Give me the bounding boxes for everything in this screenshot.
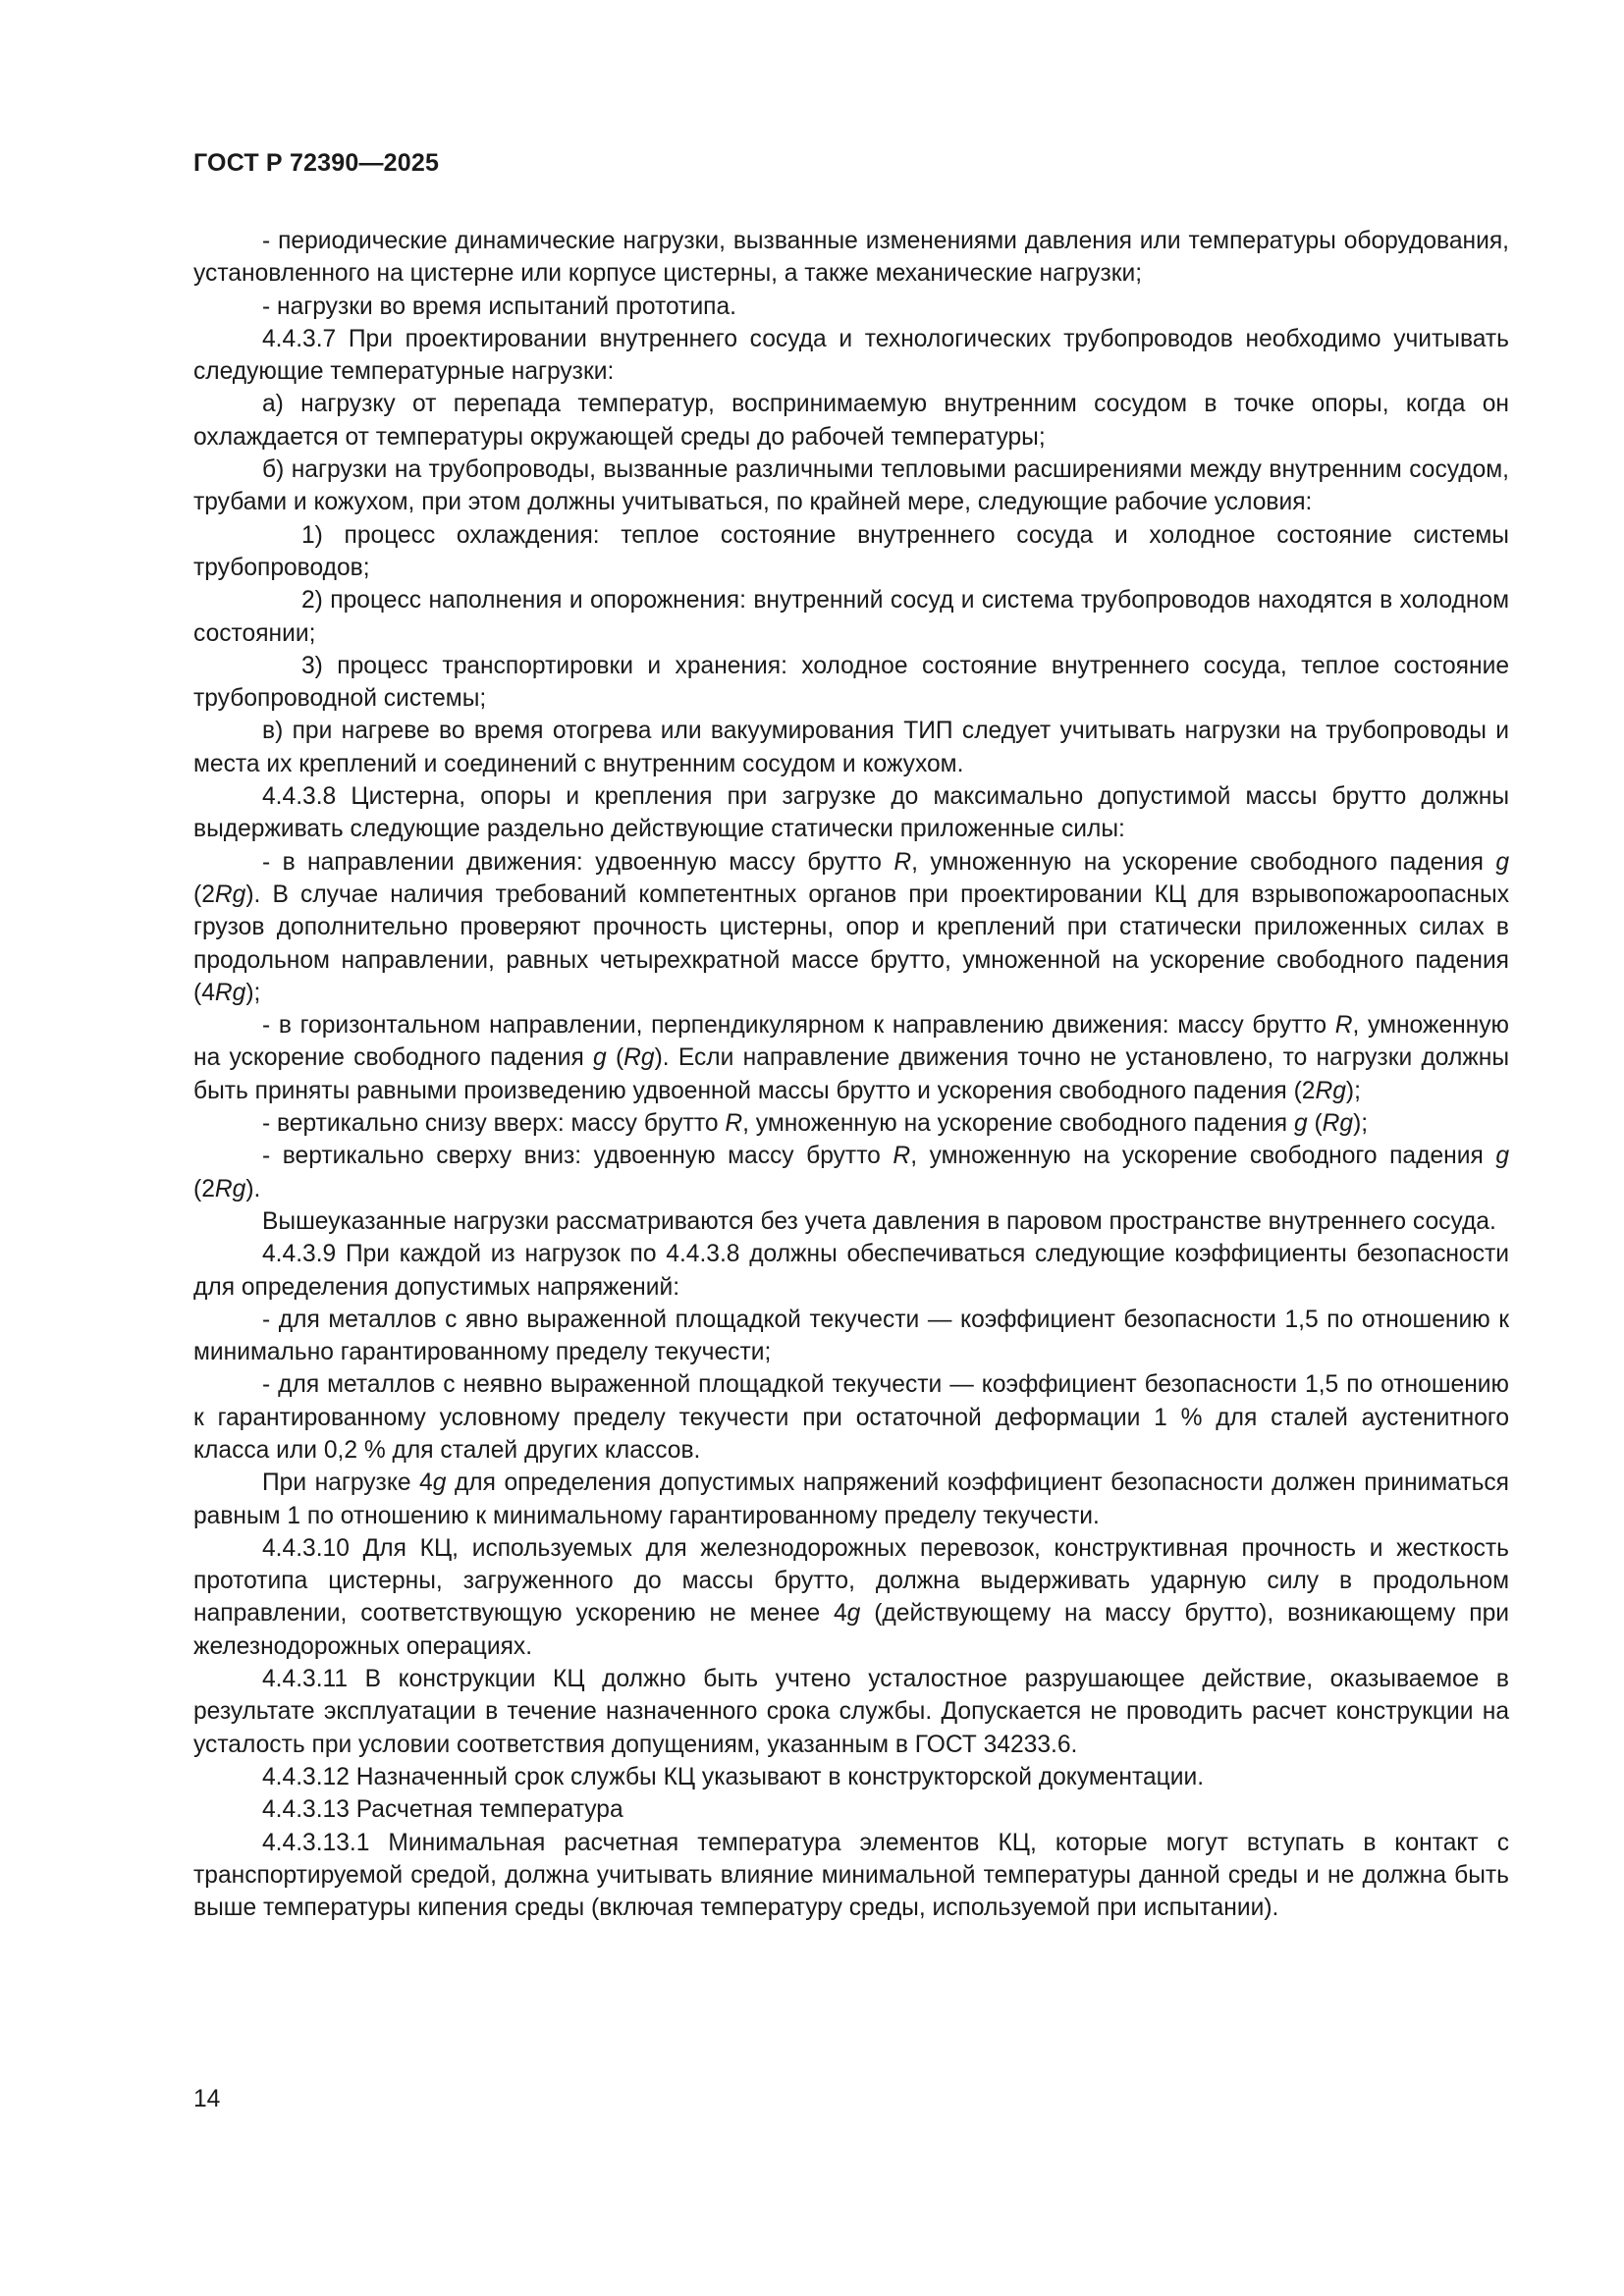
paragraph: При нагрузке 4g для определения допустимых напряжений коэффициент безопасности должен приниматься равным 1 по отношению к минимальному гарантированному пределу текучести. xyxy=(193,1469,1509,1529)
paragraph: 4.4.3.13 Расчетная температура xyxy=(262,1796,623,1824)
paragraph: - в горизонтальном направлении, перпендикулярном к направлению движения: массу брутто R, умноженную на ускорение свободного падения g (Rg). Если направление движения точно не установлено, то нагрузки должны быть приняты равными произведению удвоенной массы брутто и ускорения свободного падения (2Rg); xyxy=(193,1012,1510,1104)
paragraph: б) нагрузки на трубопроводы, вызванные различными тепловыми расширениями между внутренним сосудом, трубами и кожухом, при этом должны учитываться, по крайней мере, следующие рабочие условия: xyxy=(193,456,1509,516)
paragraph: 4.4.3.13.1 Минимальная расчетная температура элементов КЦ, которые могут вступать в контакт с транспортируемой средой, должна учитывать влияние минимальной температуры данной среды и не должна быть выше температуры кипения среды (включая температуру среды, используемой при испытании). xyxy=(193,1829,1509,1922)
paragraph: 4.4.3.10 Для КЦ, используемых для железнодорожных перевозок, конструктивная прочность и жесткость прототипа цистерны, загруженного до массы брутто, должна выдерживать ударную силу в продольном направлении, соответствующую ускорению не менее 4g (действующему на массу брутто), возникающему при железнодорожных операциях. xyxy=(193,1534,1509,1660)
paragraph: - нагрузки во время испытаний прототипа. xyxy=(262,293,737,320)
paragraph: 4.4.3.12 Назначенный срок службы КЦ указывают в конструкторской документации. xyxy=(262,1763,1205,1790)
paragraph: 3) процесс транспортировки и хранения: холодное состояние внутреннего сосуда, теплое состояние трубопроводной системы; xyxy=(193,652,1509,713)
paragraph: 4.4.3.11 В конструкции КЦ должно быть учтено усталостное разрушающее действие, оказываемое в результате эксплуатации в течение назначенного срока службы. Допускается не проводить расчет конструкции на усталость при условии соответствия допущениям, указанным в ГОСТ 34233.6. xyxy=(193,1666,1509,1758)
paragraph: - периодические динамические нагрузки, вызванные изменениями давления или температуры оборудования, установленного на цистерне или корпусе цистерны, а также механические нагрузки; xyxy=(193,228,1509,288)
document-body xyxy=(193,225,1509,1924)
paragraph: Вышеуказанные нагрузки рассматриваются без учета давления в паровом пространстве внутреннего сосуда. xyxy=(262,1207,1496,1235)
paragraph: 4.4.3.8 Цистерна, опоры и крепления при загрузке до максимально допустимой массы брутто должны выдерживать следующие раздельно действующие статически приложенные силы: xyxy=(193,783,1509,843)
paragraph: - вертикально снизу вверх: массу брутто R, умноженную на ускорение свободного падения g (Rg); xyxy=(262,1110,1369,1138)
paragraph: 4.4.3.7 При проектировании внутреннего сосуда и технологических трубопроводов необходимо учитывать следующие температурные нагрузки: xyxy=(193,325,1509,386)
paragraph: в) при нагреве во время отогрева или вакуумирования ТИП следует учитывать нагрузки на трубопроводы и места их креплений и соединений с внутренним сосудом и кожухом. xyxy=(193,718,1509,777)
paragraph: - в направлении движения: удвоенную массу брутто R, умноженную на ускорение свободного падения g (2Rg). В случае наличия требований компетентных органов при проектировании КЦ для взрывопожароопасных грузов дополнительно проверяют прочность цистерны, опор и креплений при статически приложенных силах в продольном направлении, равных четырехкратной массе брутто, умноженной на ускорение свободного падения (4Rg); xyxy=(193,848,1509,1006)
paragraph: 1) процесс охлаждения: теплое состояние внутреннего сосуда и холодное состояние системы трубопроводов; xyxy=(193,521,1509,581)
standard-header: ГОСТ Р 72390—2025 xyxy=(193,149,440,177)
page-number: 14 xyxy=(193,2086,221,2112)
paragraph: 4.4.3.9 При каждой из нагрузок по 4.4.3.8 должны обеспечиваться следующие коэффициенты безопасности для определения допустимых напряжений: xyxy=(193,1241,1509,1301)
paragraph: 2) процесс наполнения и опорожнения: внутренний сосуд и система трубопроводов находятся в холодном состоянии; xyxy=(193,587,1509,647)
paragraph: а) нагрузку от перепада температур, воспринимаемую внутренним сосудом в точке опоры, когда он охлаждается от температуры окружающей среды до рабочей температуры; xyxy=(193,391,1509,451)
paragraph: - вертикально сверху вниз: удвоенную массу брутто R, умноженную на ускорение свободного падения g (2Rg). xyxy=(193,1143,1509,1202)
paragraph: - для металлов с явно выраженной площадкой текучести — коэффициент безопасности 1,5 по отношению к минимально гарантированному пределу текучести; xyxy=(193,1306,1509,1366)
paragraph: - для металлов с неявно выраженной площадкой текучести — коэффициент безопасности 1,5 по отношению к гарантированному условному пределу текучести при остаточной деформации 1 % для сталей аустенитного класса или 0,2 % для сталей других классов. xyxy=(193,1371,1509,1464)
